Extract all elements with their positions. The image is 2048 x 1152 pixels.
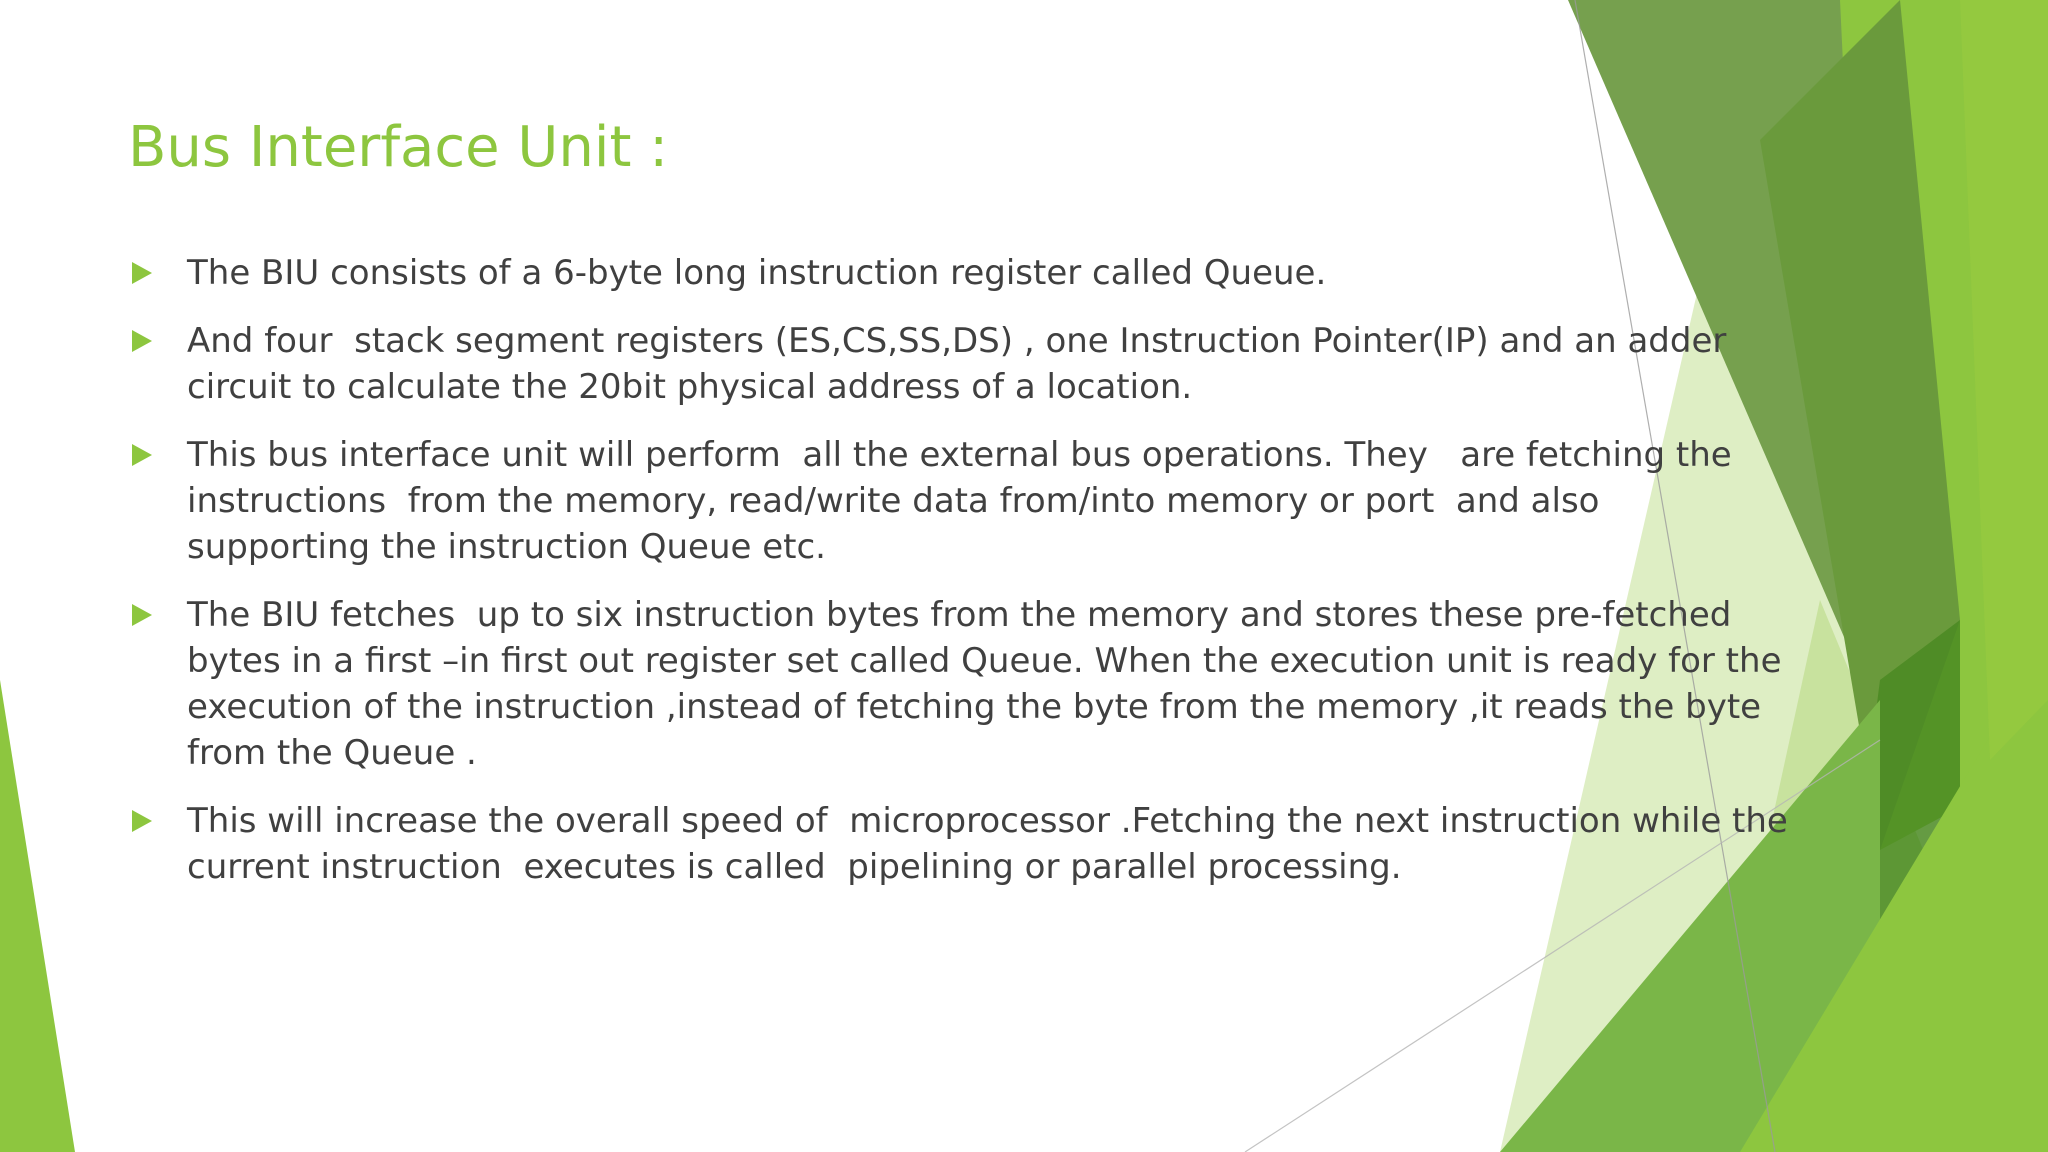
triangle-right-icon — [132, 604, 152, 626]
triangle-right-icon — [132, 444, 152, 466]
bullet-item — [130, 798, 1890, 890]
bullet-line: And four stack segment registers (ES,CS,SS,DS) , one Instruction Pointer(IP) and an adder — [187, 321, 1727, 361]
triangle-right-icon — [132, 262, 152, 284]
bullet-line: The BIU consists of a 6-byte long instruction register called Queue. — [187, 253, 1327, 293]
slide-title: Bus Interface Unit : — [128, 115, 669, 180]
bullet-item — [130, 432, 1890, 570]
bullet-line: from the Queue . — [187, 733, 477, 773]
bullet-line: instructions from the memory, read/write data from/into memory or port and also — [187, 481, 1600, 521]
bullet-line: current instruction executes is called pipelining or parallel processing. — [187, 847, 1402, 887]
bullet-line: bytes in a first –in first out register set called Queue. When the execution unit is ready for the — [187, 641, 1782, 681]
triangle-right-icon — [132, 810, 152, 832]
bullet-line: circuit to calculate the 20bit physical address of a location. — [187, 367, 1193, 407]
bullet-item — [130, 318, 1890, 410]
bullet-line: execution of the instruction ,instead of fetching the byte from the memory ,it reads the byte — [187, 687, 1762, 727]
bullet-list — [130, 250, 1890, 912]
bullet-item — [130, 592, 1890, 776]
bullet-line: This will increase the overall speed of microprocessor .Fetching the next instruction while the — [187, 801, 1788, 841]
bullet-line: supporting the instruction Queue etc. — [187, 527, 826, 567]
bullet-line: This bus interface unit will perform all the external bus operations. They are fetching the — [187, 435, 1732, 475]
bullet-line: The BIU fetches up to six instruction bytes from the memory and stores these pre-fetched — [187, 595, 1732, 635]
bullet-item — [130, 250, 1890, 296]
triangle-right-icon — [132, 330, 152, 352]
